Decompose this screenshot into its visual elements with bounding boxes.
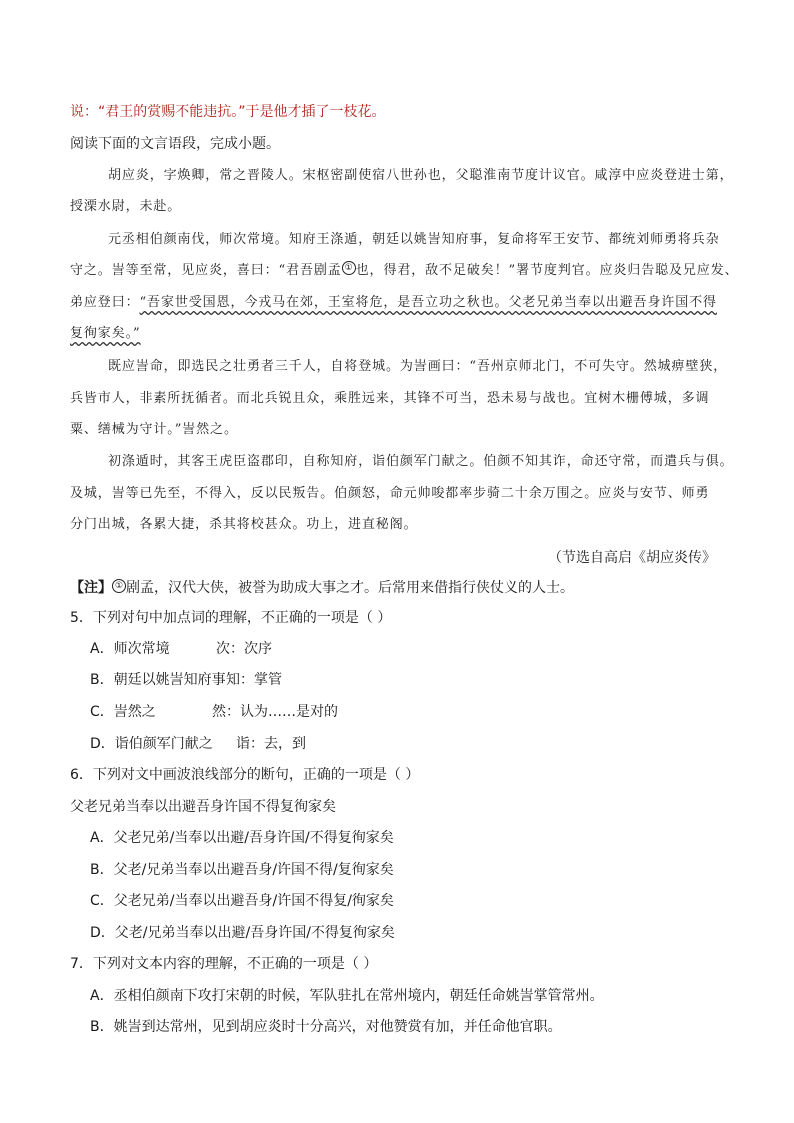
option-b[interactable] <box>90 670 282 690</box>
question-stem: 6．下列对文中画波浪线部分的断句，正确的一项是（ ） <box>70 767 420 783</box>
option-sentence: D．诣伯颜军门献之 <box>90 736 213 752</box>
passage-text: 守之。訔等至常，见应炎，喜曰：“君吾剧孟 <box>70 263 342 278</box>
option-gloss: 然：认为……是对的 <box>212 704 338 720</box>
option-sentence: B．朝廷以姚訔知府事 <box>90 672 226 688</box>
passage-line: 分门出城，各累大捷，杀其将校甚众。功上，进直秘阁。 <box>70 517 418 532</box>
passage-line <box>70 261 739 281</box>
option-a[interactable]: A．父老兄弟/当奉以出避/吾身许国/不得复徇家矣 <box>90 830 394 846</box>
option-sentence: A．师次常境 <box>90 641 170 657</box>
passage-line: 兵皆市人，非素所抚循者。而北兵锐且众，乘胜远来，其锋不可当，恐未易与战也。宜树木栅傅城，多调 <box>70 391 710 406</box>
footnote-marker: ① <box>342 261 356 275</box>
passage-text: 也，得君，敌不足破矣！”署节度判官。应炎归告聪及兄应发、 <box>355 263 739 278</box>
option-c[interactable]: C．父老兄弟/当奉以出避吾身/许国不得复/徇家矣 <box>90 893 394 909</box>
option-a[interactable] <box>90 639 272 659</box>
passage-line <box>70 293 717 313</box>
question-stem: 7．下列对文本内容的理解，不正确的一项是（ ） <box>70 956 378 972</box>
passage-line: 元丞相伯颜南伐，师次常境。知府王涤遁，朝廷以姚訔知府事，复命将军王安节、都统刘师勇将兵杂 <box>108 232 720 247</box>
option-sentence: C．訔然之 <box>90 704 156 720</box>
passage-line: 既应訔命，即选民之壮勇者三千人，自将登城。为訔画曰：“吾州京师北门，不可失守。然城痹壁狭， <box>108 359 728 374</box>
previous-answer-line: 说：“君王的赏赐不能违抗。”于是他才插了一枝花。 <box>70 104 386 120</box>
question-quote: 父老兄弟当奉以出避吾身许国不得复徇家矣 <box>70 799 336 815</box>
passage-line: 粟、缮械为守计。”訔然之。 <box>70 422 238 437</box>
wavy-underlined-text: 复徇家矣。” <box>70 326 141 341</box>
option-gloss: 知：掌管 <box>226 672 282 688</box>
option-d[interactable]: D．父老/兄弟当奉以出避/吾身许国/不得复徇家矣 <box>90 925 395 941</box>
passage-source: （节选自高启《胡应炎传》 <box>548 550 716 566</box>
option-d[interactable] <box>90 734 306 754</box>
option-b[interactable]: B．姚訔到达常州，见到胡应炎时十分高兴，对他赞赏有加，并任命他官职。 <box>90 1019 562 1035</box>
reading-instruction: 阅读下面的文言语段，完成小题。 <box>70 136 280 152</box>
passage-text: 弟应登曰： <box>70 295 140 310</box>
question-stem: 5．下列对句中加点词的理解，不正确的一项是（ ） <box>70 610 392 626</box>
passage-line: 初涤遁时，其客王虎臣盗郡印，自称知府，诣伯颜军门献之。伯颜不知其诈，命还守常，而遣兵与俱。 <box>108 454 734 469</box>
wavy-underlined-text: “吾家世受国恩，今戎马在郊，王室将危，是吾立功之秋也。父老兄弟当奉以出避吾身许国不得 <box>139 295 717 310</box>
footnote-marker: ① <box>112 579 126 593</box>
annotation <box>70 578 574 598</box>
passage-line: 及城，訔等已先至，不得入，反以民叛告。伯颜怒，命元帅唆都率步骑二十余万围之。应炎与安节、师勇 <box>70 486 710 501</box>
option-a[interactable]: A．丞相伯颜南下攻打宋朝的时候，军队驻扎在常州境内，朝廷任命姚訔掌管常州。 <box>90 988 604 1004</box>
option-gloss: 次：次序 <box>216 641 272 657</box>
passage-line <box>70 324 141 344</box>
passage-line: 授溧水尉，未赴。 <box>70 199 182 214</box>
option-c[interactable] <box>90 702 338 722</box>
annotation-tag: 【注】 <box>70 580 112 596</box>
option-gloss: 诣：去，到 <box>236 736 306 752</box>
option-b[interactable]: B．父老/兄弟当奉以出避吾身/许国不得/复徇家矣 <box>90 862 394 878</box>
annotation-text: 剧孟，汉代大侠，被誉为助成大事之才。后常用来借指行侠仗义的人士。 <box>126 580 574 596</box>
passage-line: 胡应炎，字焕卿，常之晋陵人。宋枢密副使宿八世孙也，父聪淮南节度计议官。咸淳中应炎登进士第， <box>108 168 734 183</box>
